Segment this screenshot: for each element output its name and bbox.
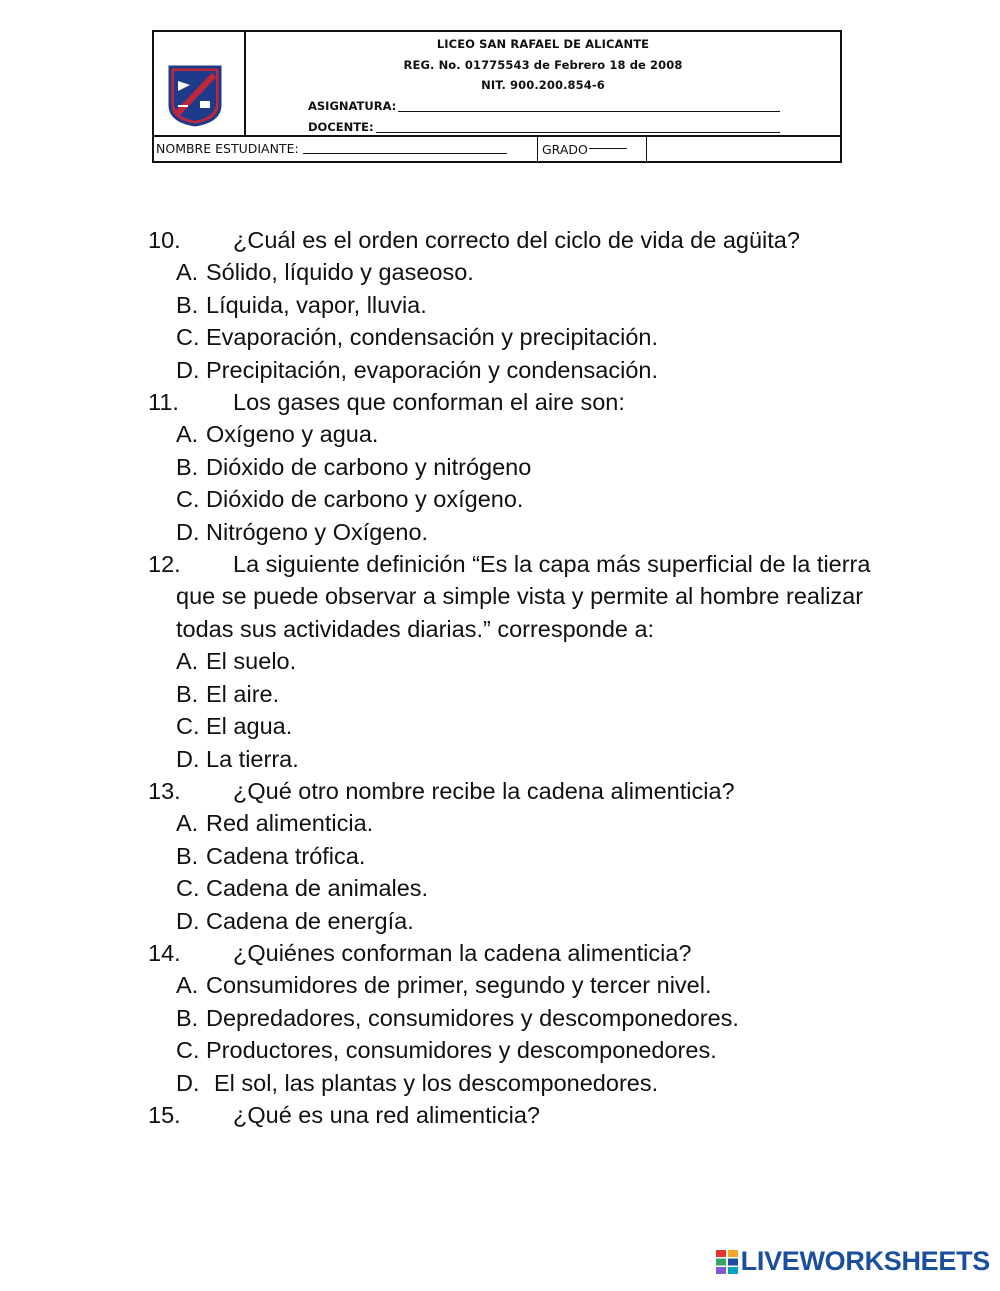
option-letter: C. <box>176 1037 200 1064</box>
option-letter: D. <box>176 1069 200 1096</box>
option-text: Depredadores, consumidores y descomponedores. <box>206 1004 739 1031</box>
question-stem <box>148 548 878 645</box>
option-text: Red alimenticia. <box>206 810 374 837</box>
question-number: 13. <box>148 777 181 804</box>
option-letter: D. <box>176 356 200 383</box>
option-letter: B. <box>176 291 199 318</box>
school-name: LICEO SAN RAFAEL DE ALICANTE <box>436 37 650 51</box>
option-letter: C. <box>176 875 200 902</box>
option-text: El sol, las plantas y los descomponedores. <box>214 1069 659 1096</box>
question-stem <box>148 937 878 969</box>
answer-option-a[interactable] <box>148 256 878 288</box>
question-12 <box>148 548 878 775</box>
logo-cell <box>154 32 246 137</box>
question-text: Los gases que conforman el aire son: <box>233 389 625 416</box>
option-letter: B. <box>176 680 199 707</box>
answer-option-b[interactable] <box>148 840 878 872</box>
option-letter: C. <box>176 713 200 740</box>
school-header <box>152 30 842 163</box>
option-letter: D. <box>176 745 200 772</box>
option-text: El agua. <box>206 713 293 740</box>
question-11 <box>148 386 878 548</box>
option-letter: A. <box>176 810 199 837</box>
question-text: La siguiente definición “Es la capa más superficial de la tierra que se puede observar a simple vista y permite al hombre realizar todas sus actividades diarias.” corresponde a: <box>176 551 871 642</box>
question-13 <box>148 775 878 937</box>
grade-blank <box>589 148 627 149</box>
option-text: Sólido, líquido y gaseoso. <box>206 259 474 286</box>
option-text: Cadena trófica. <box>206 842 366 869</box>
answer-option-b[interactable] <box>148 1002 878 1034</box>
question-stem <box>148 775 878 807</box>
option-text: Consumidores de primer, segundo y tercer nivel. <box>206 972 712 999</box>
option-text: Dióxido de carbono y oxígeno. <box>206 486 524 513</box>
subject-blank <box>398 111 780 112</box>
answer-option-d[interactable] <box>148 905 878 937</box>
student-name-field[interactable] <box>156 141 507 156</box>
option-letter: B. <box>176 1004 199 1031</box>
answer-option-c[interactable] <box>148 483 878 515</box>
question-14 <box>148 937 878 1099</box>
option-letter: B. <box>176 842 199 869</box>
answer-option-c[interactable] <box>148 1034 878 1066</box>
question-text: ¿Quiénes conforman la cadena alimenticia? <box>233 939 692 966</box>
teacher-blank <box>376 132 780 133</box>
teacher-field[interactable] <box>308 120 780 134</box>
answer-option-b[interactable] <box>148 678 878 710</box>
liveworksheets-brand[interactable] <box>716 1246 990 1277</box>
registration-number: REG. No. 01775543 de Febrero 18 de 2008 <box>403 58 683 72</box>
question-10 <box>148 224 878 386</box>
student-row <box>154 135 840 161</box>
school-shield-icon <box>168 65 222 127</box>
answer-option-a[interactable] <box>148 969 878 1001</box>
answer-option-c[interactable] <box>148 321 878 353</box>
question-number: 11. <box>148 389 179 416</box>
option-text: Precipitación, evaporación y condensación. <box>206 356 658 383</box>
option-letter: B. <box>176 453 199 480</box>
question-15 <box>148 1099 878 1131</box>
option-text: El aire. <box>206 680 280 707</box>
answer-option-d[interactable] <box>148 516 878 548</box>
option-text: Productores, consumidores y descomponedores. <box>206 1037 717 1064</box>
liveworksheets-logo-icon <box>716 1250 738 1274</box>
student-name-label: NOMBRE ESTUDIANTE: <box>156 141 299 156</box>
question-stem <box>148 224 878 256</box>
subject-label: ASIGNATURA: <box>308 99 397 113</box>
question-text: ¿Cuál es el orden correcto del ciclo de vida de agüita? <box>233 227 800 253</box>
option-text: Evaporación, condensación y precipitación. <box>206 324 658 351</box>
student-name-blank <box>303 153 507 154</box>
question-text: ¿Qué otro nombre recibe la cadena alimenticia? <box>233 777 735 804</box>
option-text: Líquida, vapor, lluvia. <box>206 291 427 318</box>
option-letter: C. <box>176 324 200 351</box>
school-info-cell <box>246 32 840 137</box>
answer-option-d[interactable] <box>148 354 878 386</box>
question-number: 14. <box>148 939 181 966</box>
option-letter: A. <box>176 648 199 675</box>
answer-option-c[interactable] <box>148 872 878 904</box>
option-letter: D. <box>176 907 200 934</box>
answer-option-b[interactable] <box>148 289 878 321</box>
answer-option-a[interactable] <box>148 807 878 839</box>
answer-option-a[interactable] <box>148 418 878 450</box>
question-stem <box>148 386 878 418</box>
question-number: 12. <box>148 551 181 578</box>
option-letter: A. <box>176 259 199 286</box>
option-text: Oxígeno y agua. <box>206 421 379 448</box>
answer-option-a[interactable] <box>148 645 878 677</box>
option-text: Cadena de animales. <box>206 875 429 902</box>
option-text: Dióxido de carbono y nitrógeno <box>206 453 532 480</box>
question-number: 15. <box>148 1101 181 1128</box>
option-letter: D. <box>176 518 200 545</box>
answer-option-c[interactable] <box>148 710 878 742</box>
option-letter: A. <box>176 972 199 999</box>
grade-label: GRADO <box>542 141 588 157</box>
nit-number: NIT. 900.200.854-6 <box>481 78 605 92</box>
question-stem <box>148 1099 878 1131</box>
option-text: Cadena de energía. <box>206 907 414 934</box>
answer-option-d[interactable] <box>148 1067 878 1099</box>
brand-text: LIVEWORKSHEETS <box>740 1246 990 1276</box>
question-number: 10. <box>148 227 181 253</box>
answer-option-b[interactable] <box>148 451 878 483</box>
teacher-label: DOCENTE: <box>308 120 374 134</box>
question-text: ¿Qué es una red alimenticia? <box>233 1101 540 1128</box>
option-text: El suelo. <box>206 648 297 675</box>
question-list <box>148 224 878 1131</box>
grade-field[interactable] <box>537 137 627 161</box>
subject-field[interactable] <box>308 99 780 113</box>
option-letter: C. <box>176 486 200 513</box>
answer-option-d[interactable] <box>148 743 878 775</box>
option-text: La tierra. <box>206 745 299 772</box>
empty-cell-divider <box>646 137 647 161</box>
option-letter: A. <box>176 421 199 448</box>
option-text: Nitrógeno y Oxígeno. <box>206 518 429 545</box>
